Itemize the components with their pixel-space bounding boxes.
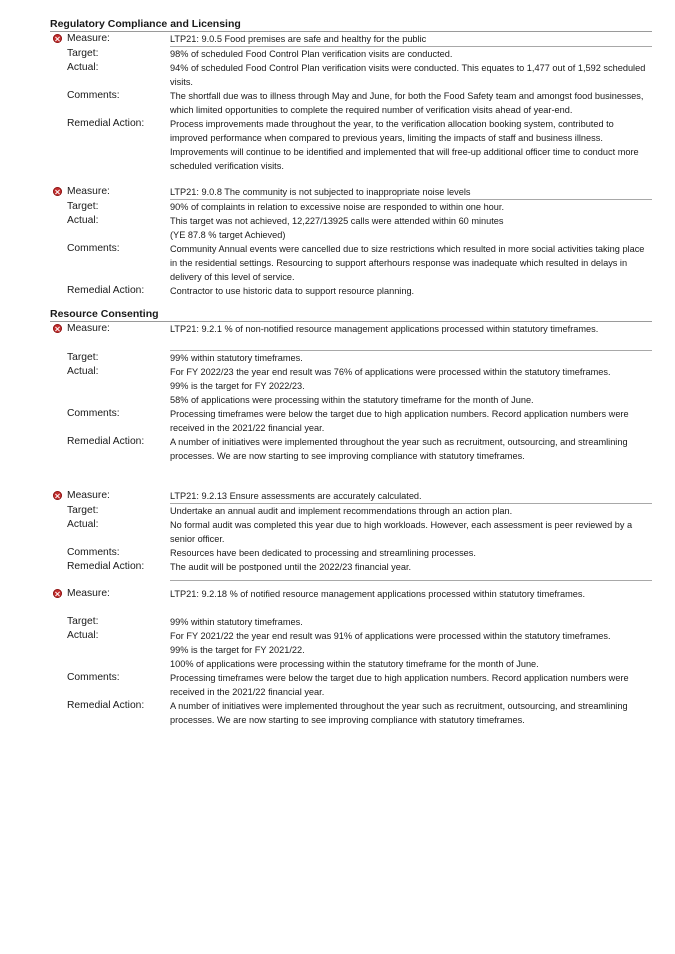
target-row — [50, 504, 652, 518]
actual-label: Actual: — [67, 62, 99, 73]
measure-block-9-2-1 — [50, 322, 652, 463]
actual-text-line: 99% is the target for FY 2022/23. — [170, 381, 305, 391]
actual-text-line: This target was not achieved, 12,227/13925 calls were attended within 60 minutes — [170, 216, 504, 226]
section-title-resource-consenting: Resource Consenting — [50, 308, 652, 322]
not-achieved-icon — [53, 187, 62, 196]
not-achieved-icon — [53, 34, 62, 43]
not-achieved-icon — [53, 589, 62, 598]
comments-label: Comments: — [67, 672, 120, 683]
comments-row — [50, 89, 652, 117]
comments-text: Community Annual events were cancelled due to size restrictions which resulted in more social activities taking place in the residential settings. Resourcing to support afterhours response was inadequate which resulted in delays in delivery of this level of service. — [170, 244, 645, 282]
remedial-text: A number of initiatives were implemented throughout the year such as recruitment, outsourcing, and streamlining processes. We are now starting to see improving compliance with statutory timeframes. — [170, 437, 628, 461]
measure-text: LTP21: 9.2.1 % of non-notified resource management applications processed within statutory timeframes. — [170, 322, 652, 351]
remedial-label: Remedial Action: — [67, 285, 145, 296]
measure-block-9-0-5 — [50, 32, 652, 173]
actual-label: Actual: — [67, 215, 99, 226]
measure-label: Measure: — [67, 323, 110, 334]
not-achieved-icon — [53, 491, 62, 500]
remedial-text: The audit will be postponed until the 2022/23 financial year. — [170, 560, 652, 581]
comments-row — [50, 407, 652, 435]
measure-block-9-0-8 — [50, 185, 652, 298]
target-row — [50, 200, 652, 214]
actual-label: Actual: — [67, 366, 99, 377]
measure-label: Measure: — [67, 490, 110, 501]
actual-text: No formal audit was completed this year due to high workloads. However, each assessment is peer reviewed by a senior officer. — [170, 520, 633, 544]
remedial-row — [50, 117, 652, 173]
actual-text-line: For FY 2022/23 the year end result was 76% of applications were processed within the statutory timeframes. — [170, 367, 611, 377]
comments-text: Processing timeframes were below the target due to high application numbers. Record application numbers were received in the 2021/22 financial year. — [170, 409, 629, 433]
target-label: Target: — [67, 505, 99, 516]
target-label: Target: — [67, 616, 99, 627]
measure-row — [50, 185, 652, 200]
actual-row — [50, 518, 652, 546]
target-label: Target: — [67, 48, 99, 59]
comments-label: Comments: — [67, 408, 120, 419]
remedial-label: Remedial Action: — [67, 118, 145, 129]
measure-text: LTP21: 9.0.5 Food premises are safe and healthy for the public — [170, 32, 652, 47]
actual-text-line: 58% of applications were processing within the statutory timeframe for the month of June. — [170, 395, 534, 405]
measure-row — [50, 489, 652, 504]
target-text: 99% within statutory timeframes. — [170, 353, 303, 363]
measure-text: LTP21: 9.2.18 % of notified resource management applications processed within statutory timeframes. — [170, 589, 586, 599]
target-row — [50, 47, 652, 61]
remedial-text: Process improvements made throughout the year, to the verification allocation booking system, contributed to improved performance when compared to previous years, limiting the impacts of staff and business illness. Improvements will continue to be identified and implemented that will free-up additional officer time to conduct more scheduled verification visits. — [170, 119, 639, 171]
actual-text: 94% of scheduled Food Control Plan verification visits were conducted. This equates to 1,477 out of 1,592 scheduled visits. — [170, 63, 646, 87]
actual-row — [50, 214, 652, 242]
actual-text-line: (YE 87.8 % target Achieved) — [170, 230, 286, 240]
measure-text: LTP21: 9.2.13 Ensure assessments are accurately calculated. — [170, 489, 652, 504]
comments-label: Comments: — [67, 243, 120, 254]
measure-label: Measure: — [67, 588, 110, 599]
comments-text: Processing timeframes were below the target due to high application numbers. Record application numbers were received in the 2021/22 financial year. — [170, 673, 629, 697]
remedial-row — [50, 284, 652, 298]
remedial-text: Contractor to use historic data to support resource planning. — [170, 286, 415, 296]
target-text: 99% within statutory timeframes. — [170, 617, 303, 627]
remedial-text: A number of initiatives were implemented throughout the year such as recruitment, outsourcing, and streamlining processes. We are now starting to see improving compliance with statutory timeframes. — [170, 701, 628, 725]
measure-block-9-2-13 — [50, 489, 652, 581]
remedial-label: Remedial Action: — [67, 700, 145, 711]
measure-label: Measure: — [67, 186, 110, 197]
measure-row — [50, 587, 652, 615]
actual-row — [50, 61, 652, 89]
not-achieved-icon — [53, 324, 62, 333]
comments-text: Resources have been dedicated to processing and streamlining processes. — [170, 548, 476, 558]
comments-row — [50, 546, 652, 560]
target-text: 90% of complaints in relation to excessive noise are responded to within one hour. — [170, 202, 505, 212]
actual-text-line: 100% of applications were processing within the statutory timeframe for the month of June. — [170, 659, 539, 669]
actual-label: Actual: — [67, 519, 99, 530]
target-text: 98% of scheduled Food Control Plan verification visits are conducted. — [170, 49, 453, 59]
actual-text-line: For FY 2021/22 the year end result was 91% of applications were processed within the statutory timeframes. — [170, 631, 611, 641]
comments-label: Comments: — [67, 90, 120, 101]
actual-label: Actual: — [67, 630, 99, 641]
section-title-regulatory: Regulatory Compliance and Licensing — [50, 18, 652, 32]
remedial-label: Remedial Action: — [67, 561, 145, 572]
remedial-row — [50, 435, 652, 463]
remedial-label: Remedial Action: — [67, 436, 145, 447]
target-label: Target: — [67, 352, 99, 363]
comments-text: The shortfall due was to illness through May and June, for both the Food Safety team and amongst food businesses, which limited opportunities to complete the required number of verification visits ahead of year-end. — [170, 91, 644, 115]
remedial-row — [50, 699, 652, 727]
remedial-row — [50, 560, 652, 581]
measure-text: LTP21: 9.0.8 The community is not subjected to inappropriate noise levels — [170, 185, 652, 200]
measure-row — [50, 322, 652, 351]
comments-row — [50, 671, 652, 699]
comments-label: Comments: — [67, 547, 120, 558]
measure-block-9-2-18 — [50, 587, 652, 727]
actual-row — [50, 365, 652, 407]
target-row — [50, 351, 652, 365]
target-text: Undertake an annual audit and implement recommendations through an action plan. — [170, 506, 513, 516]
target-row — [50, 615, 652, 629]
comments-row — [50, 242, 652, 284]
measure-label: Measure: — [67, 33, 110, 44]
actual-text-line: 99% is the target for FY 2021/22. — [170, 645, 305, 655]
actual-row — [50, 629, 652, 671]
target-label: Target: — [67, 201, 99, 212]
measure-row — [50, 32, 652, 47]
